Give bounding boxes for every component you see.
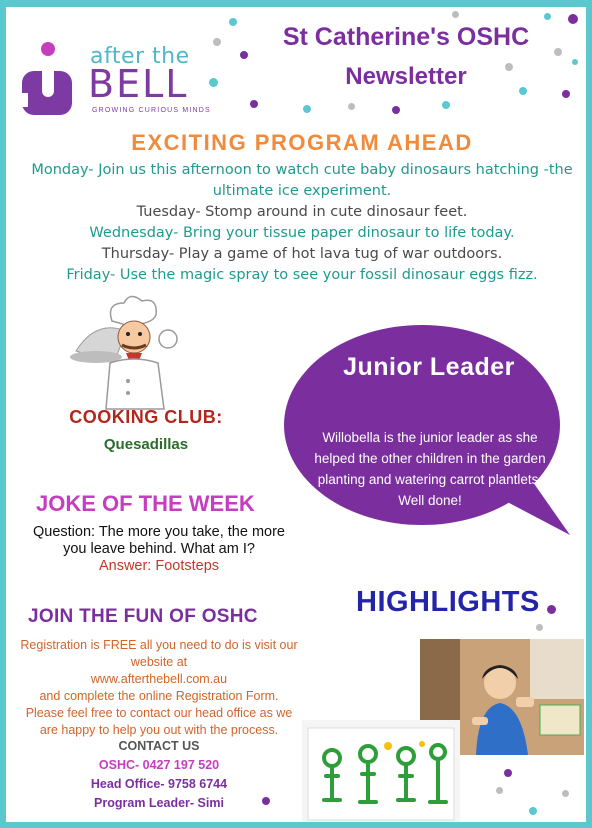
newsletter-subtitle: Newsletter: [345, 63, 467, 90]
program-monday: Monday- Join us this afternoon to watch cute baby dinosaurs hatching -the ultimate ice experiment.: [31, 162, 573, 199]
join-line1: Registration is FREE all you need to do is visit our website at: [20, 638, 298, 669]
junior-leader-heading: Junior Leader: [343, 353, 515, 381]
program-wednesday: Wednesday- Bring your tissue paper dinosaur to life today.: [89, 225, 515, 241]
program-tuesday: Tuesday- Stomp around in cute dinosaur feet.: [136, 204, 468, 220]
joke-heading: JOKE OF THE WEEK: [36, 491, 255, 516]
contact-heading: CONTACT US: [118, 739, 200, 753]
chef-illustration-icon: [66, 291, 194, 411]
contact-head-office[interactable]: Head Office- 9758 6744: [90, 777, 228, 791]
logo-text-after: after the: [90, 44, 190, 69]
contact-oshc-phone[interactable]: OSHC- 0427 197 520: [98, 758, 220, 772]
join-line3: Please feel free to contact our head office as we are happy to help you out with the process.: [25, 706, 293, 737]
cooking-club-heading: COOKING CLUB:: [69, 407, 223, 427]
highlights-heading: HIGHLIGHTS: [356, 586, 540, 618]
logo-text-bell: BELL: [88, 62, 189, 106]
joke-question: Question: The more you take, the more you leave behind. What am I?: [32, 524, 285, 557]
junior-leader-text: Willobella is the junior leader as she helped the other children in the garden planting and watering carrot plantlets. Well done!: [314, 430, 546, 508]
joke-answer: Answer: Footsteps: [98, 558, 220, 574]
website-link[interactable]: www.afterthebell.com.au: [90, 672, 228, 686]
logo-tagline: GROWING CURIOUS MINDS: [92, 107, 211, 114]
join-heading: JOIN THE FUN OF OSHC: [28, 606, 258, 627]
join-line2: and complete the online Registration Form.: [39, 689, 279, 703]
contact-program-leader: Program Leader- Simi: [94, 796, 224, 810]
newsletter-page: [6, 7, 586, 822]
artwork-photo-icon: [302, 720, 460, 822]
cooking-club-dish: Quesadillas: [103, 436, 189, 453]
program-thursday: Thursday- Play a game of hot lava tug of war outdoors.: [101, 246, 503, 262]
after-the-bell-logo-icon: [20, 37, 75, 117]
program-friday: Friday- Use the magic spray to see your fossil dinosaur eggs fizz.: [66, 267, 538, 283]
newsletter-title: St Catherine's OSHC: [282, 23, 530, 51]
join-text-block: [20, 637, 298, 739]
program-heading: EXCITING PROGRAM AHEAD: [131, 130, 473, 155]
